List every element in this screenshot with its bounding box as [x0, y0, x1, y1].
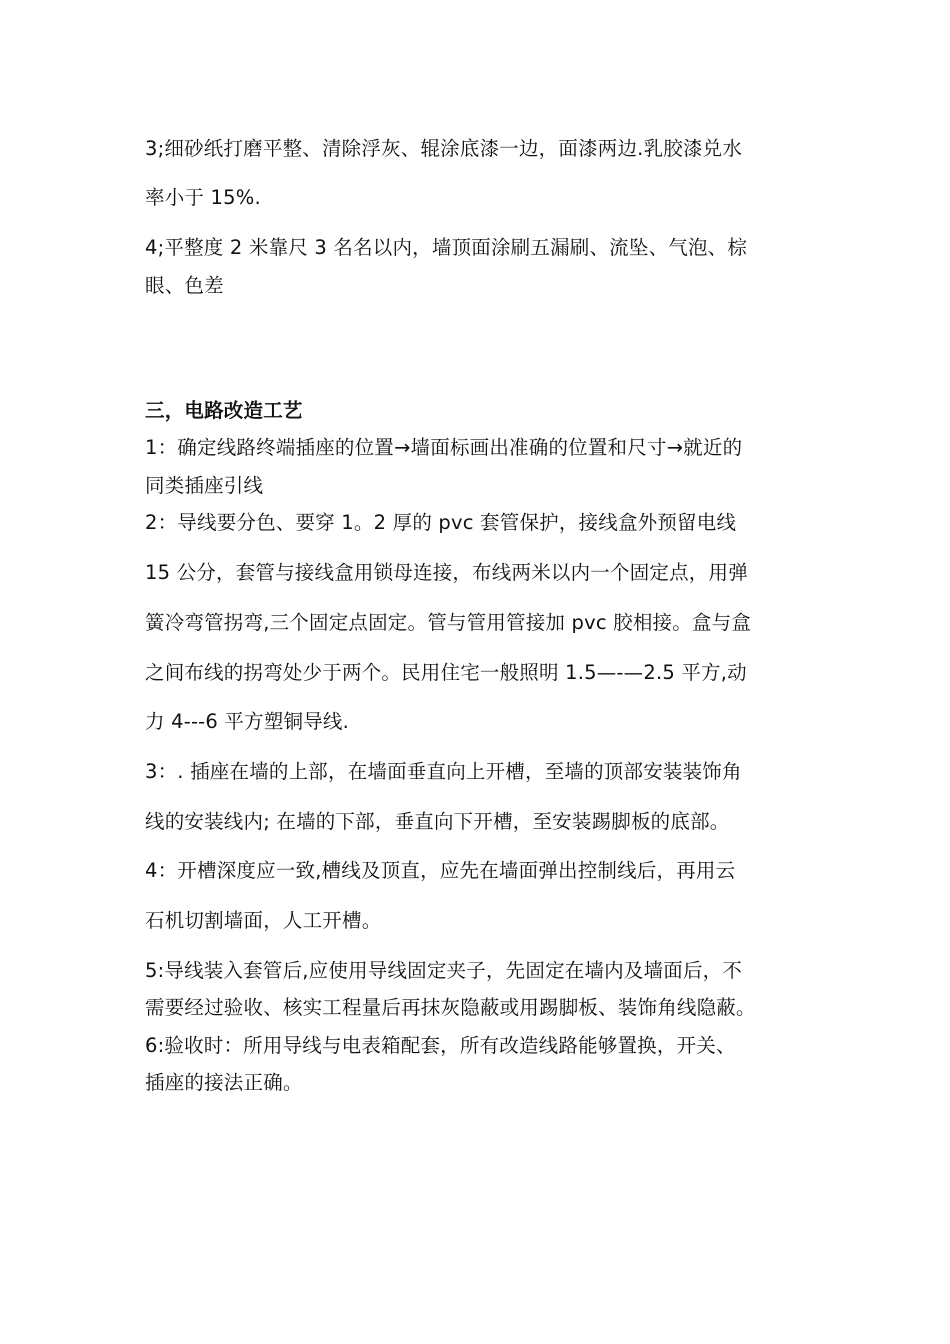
circuit-step-1-line-1: 1：确定线路终端插座的位置→墙面标画出准确的位置和尺寸→就近的 [145, 436, 743, 459]
paint-step-3-line-2: 率小于 15%. [145, 186, 261, 209]
circuit-step-4-line-1: 4：开槽深度应一致,槽线及顶直，应先在墙面弹出控制线后，再用云 [145, 859, 736, 882]
paint-step-4-line-2: 眼、色差 [145, 274, 224, 297]
circuit-step-1-line-2: 同类插座引线 [145, 474, 264, 497]
paint-step-4-line-1: 4;平整度 2 米靠尺 3 名名以内，墙顶面涂刷五漏刷、流坠、气泡、棕 [145, 236, 748, 259]
circuit-step-3-line-1: 3：. 插座在墙的上部，在墙面垂直向上开槽，至墙的顶部安装装饰角 [145, 760, 742, 783]
circuit-step-2-line-1: 2：导线要分色、要穿 1。2 厚的 pvc 套管保护，接线盒外预留电线 [145, 511, 737, 534]
circuit-step-3-line-2: 线的安装线内; 在墙的下部，垂直向下开槽，至安装踢脚板的底部。 [145, 810, 730, 833]
circuit-step-4-line-2: 石机切割墙面，人工开槽。 [145, 909, 382, 932]
section-heading: 三，电路改造工艺 [145, 399, 303, 422]
circuit-step-2-line-4: 之间布线的拐弯处少于两个。民用住宅一般照明 1.5—-—2.5 平方,动 [145, 661, 747, 684]
circuit-step-2-line-3: 簧冷弯管拐弯,三个固定点固定。管与管用管接加 pvc 胶相接。盒与盒 [145, 611, 752, 634]
circuit-step-5-line-1: 5:导线装入套管后,应使用导线固定夹子，先固定在墙内及墙面后，不 [145, 959, 743, 982]
circuit-step-2-line-2: 15 公分，套管与接线盒用锁母连接，布线两米以内一个固定点，用弹 [145, 561, 748, 584]
circuit-step-6-line-1: 6:验收时：所用导线与电表箱配套，所有改造线路能够置换，开关、 [145, 1034, 736, 1057]
paint-step-3-line-1: 3;细砂纸打磨平整、清除浮灰、辊涂底漆一边，面漆两边.乳胶漆兑水 [145, 137, 743, 160]
circuit-step-6-line-2: 插座的接法正确。 [145, 1071, 303, 1094]
circuit-step-5-line-2: 需要经过验收、核实工程量后再抹灰隐蔽或用踢脚板、装饰角线隐蔽。 [145, 996, 756, 1019]
circuit-step-2-line-5: 力 4---6 平方塑铜导线. [145, 710, 350, 733]
